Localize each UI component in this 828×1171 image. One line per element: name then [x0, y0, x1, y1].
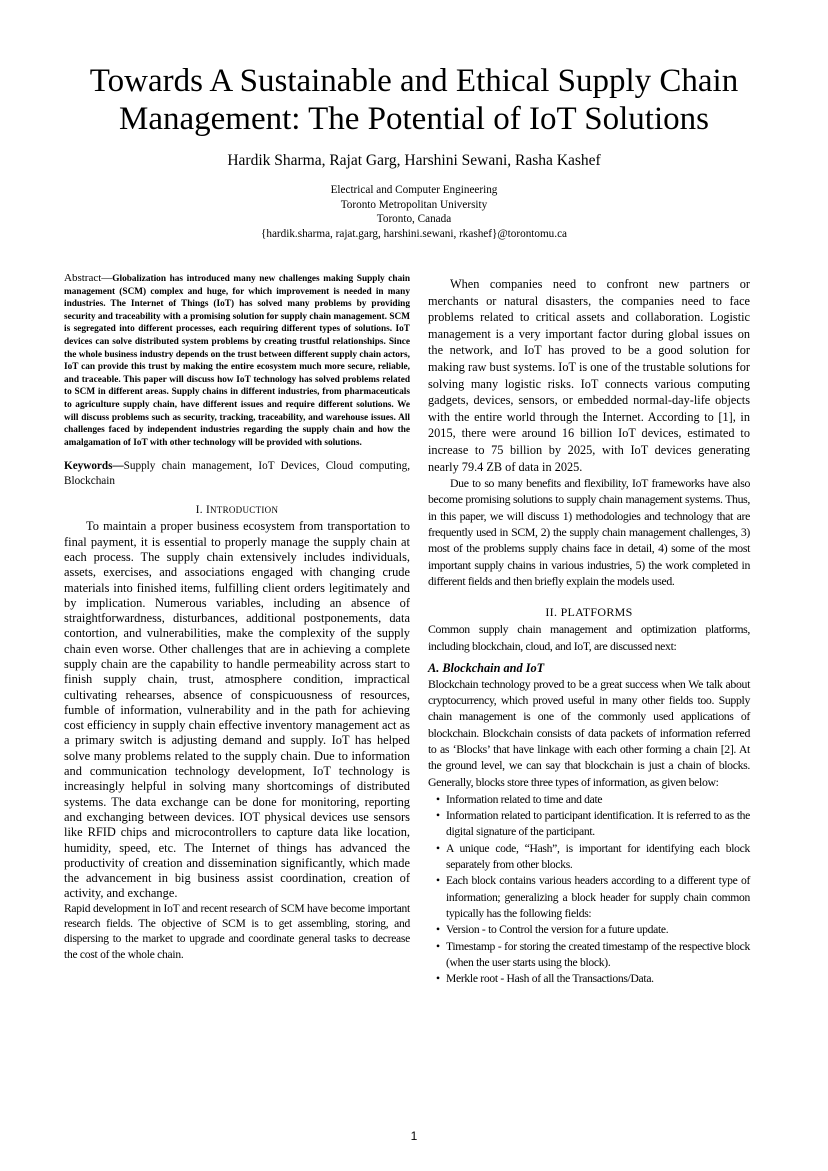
affiliation-department: Electrical and Computer Engineering	[330, 184, 498, 196]
affiliation-emails: {hardik.sharma, rajat.garg, harshini.sewani, rkashef}@torontomu.ca	[260, 227, 568, 240]
list-item: • Each block contains various headers according to a different type of information; generalizing a block header for supply chain common typically has the following fields:	[436, 874, 750, 920]
page-number: 1	[410, 1129, 418, 1143]
title-line-2: Management: The Potential of IoT Solutions	[119, 101, 709, 137]
right-column	[428, 276, 750, 987]
bullet-icon: •	[436, 972, 440, 986]
title-line-1: Towards A Sustainable and Ethical Supply Chain	[89, 63, 739, 99]
intro-paragraph-2: Rapid development in IoT and recent research of SCM have become important research fields. The objective of SCM is to get assembling, storing, and dispersing to the market to upgrade and coordinate general tasks to decrease the cost of the whole chain.	[64, 902, 410, 961]
abstract-label: Abstract—	[64, 272, 113, 284]
intro-paragraph-3: When companies need to confront new partners or merchants or natural disasters, the companies need to face problems related to critical assets and collaboration. Logistic management is a very important factor during global issues on the network, and IoT has proved to be a good solution for making raw bust systems. IoT is one of the trustable solutions for solving many logistic risks. IoT connects various computing gadgets, devices, sensors, or embedded normal-day-life objects with the entire world through the Internet. According to [1], in 2015, there were around 16 billion IoT devices, estimated to increase to 75 billion by 2025, with IoT devices generating nearly 79.4 ZB of data in 2025.	[428, 277, 750, 474]
blockchain-paragraph: Blockchain technology proved to be a great success when We talk about cryptocurrency, which proved useful in many other fields too. Supply chain management is one of the commonly used applications of blockchain. Blockchain consists of data packets of information referred to as ‘Blocks’ that have linkage with each other forming a chain [2]. At the ground level, we can say that blockchain is just a chain of blocks. Generally, blocks store three types of information, as given below:	[428, 676, 750, 789]
affiliation-location: Toronto, Canada	[376, 213, 452, 226]
section-heading-platforms: II. PLATFORMS	[545, 605, 633, 620]
bullet-icon: •	[436, 809, 440, 823]
abstract-text: Globalization has introduced many new challenges making Supply chain management (SCM) complex and huge, for which improvement is needed in many industries. The Internet of Things (IoT) has solved many problems by providing security and traceability with a promising solution for supply chain management. SCM is segregated into different processes, each requiring different types of solutions. IoT devices can solve distributed system problems by creating trustful relationships. Since the whole business industry depends on the trust between different supply chain actors, IoT can provide this trust by making the entire ecosystem much more secure, reliable, and traceable. This paper will discuss how IoT technology has solved problems related to SCM in different areas. Supply chains in different industries, from pharmaceuticals to agriculture supply chain, have different issues and require different solutions. We will discuss problems such as security, tracking, traceability, and warehouse issues. All challenges faced by independent industries regarding the supply chain and how the amalgamation of IoT with other technology will be provided with solutions.	[64, 274, 410, 448]
blockchain-bullet-list	[428, 792, 750, 988]
keywords-text: Supply chain management, IoT Devices, Cloud computing, Blockchain	[64, 460, 410, 488]
list-item: • Information related to time and date	[436, 792, 750, 808]
list-item: • Information related to participant identification. It is referred to as the digital signature of the participant.	[436, 809, 750, 839]
intro-paragraph-1: To maintain a proper business ecosystem from transportation to final payment, it is essential to properly manage the supply chain at each process. The supply chain extensively includes individuals, assets, exercises, and associations engaged with changing crude materials into finished items, fulfilling client orders legitimately and by implication. Numerous variables, including an absence of straightforwardness, disturbances, additional postponements, data contortion, and vulnerabilities, make the complexity of the supply chain even worse. Other challenges that are in achieving a complete supply chain are the capability to handle permeability across start to finish supply chain, trust, atmosphere condition, impractical cultivating rehearses, absence of conspicuousness of resources, fumble of information, vulnerability and in the path for achieving cost efficiency in supply chain effective inventory management act as a primary switch is adjusting demand and supply. IoT has helped solve many problems related to the supply chain. Due to information and communication technology development, IoT technology is increasingly helpful in solving many shortcomings of distributed systems. The data exchange can be done for monitoring, reporting and exchanging between devices. IOT physical devices use sensors like RFID chips and microcontrollers to capture data like location, humidity, speed, etc. The Internet of things has advanced the productivity of creation and dissemination significantly, which made the advancement in big business assist coordination, creation of activity, and exchange.	[64, 519, 410, 901]
list-item: • A unique code, “Hash”, is important for identifying each block separately from other blocks.	[436, 841, 750, 872]
left-column	[64, 272, 410, 963]
paper-title	[40, 62, 788, 138]
list-item: • Merkle root - Hash of all the Transactions/Data.	[436, 971, 750, 987]
section-heading-introduction: I. INTRODUCTION	[195, 504, 279, 517]
bullet-icon: •	[436, 792, 440, 806]
bullet-icon: •	[436, 874, 440, 888]
affiliation-block	[180, 183, 648, 241]
bullet-icon: •	[436, 841, 440, 855]
intro-paragraph-4: Due to so many benefits and flexibility, IoT frameworks have also become promising solutions to supply chain management systems. Thus, in this paper, we will discuss 1) methodologies and technology that are frequently used in SCM, 2) the supply chain management challenges, 3) most of the problems supply chains face in detail, 4) some of the most important supply chains in various industries, 5) the work completed in different fields and then briefly explain the models used.	[428, 476, 750, 588]
author-list: Hardik Sharma, Rajat Garg, Harshini Sewani, Rasha Kashef	[227, 152, 601, 169]
keywords	[64, 459, 410, 489]
platforms-intro: Common supply chain management and optimization platforms, including blockchain, cloud, and IoT, are discussed next:	[428, 622, 750, 653]
bullet-icon: •	[436, 939, 440, 953]
bullet-icon: •	[436, 923, 440, 937]
subsection-heading-blockchain: A. Blockchain and IoT	[428, 660, 545, 675]
abstract	[64, 272, 410, 449]
list-item: • Timestamp - for storing the created timestamp of the respective block (when the user starts using the block).	[436, 939, 750, 969]
affiliation-university: Toronto Metropolitan University	[340, 198, 488, 211]
keywords-label: Keywords—	[64, 460, 124, 473]
list-item: • Version - to Control the version for a future update.	[436, 922, 750, 938]
